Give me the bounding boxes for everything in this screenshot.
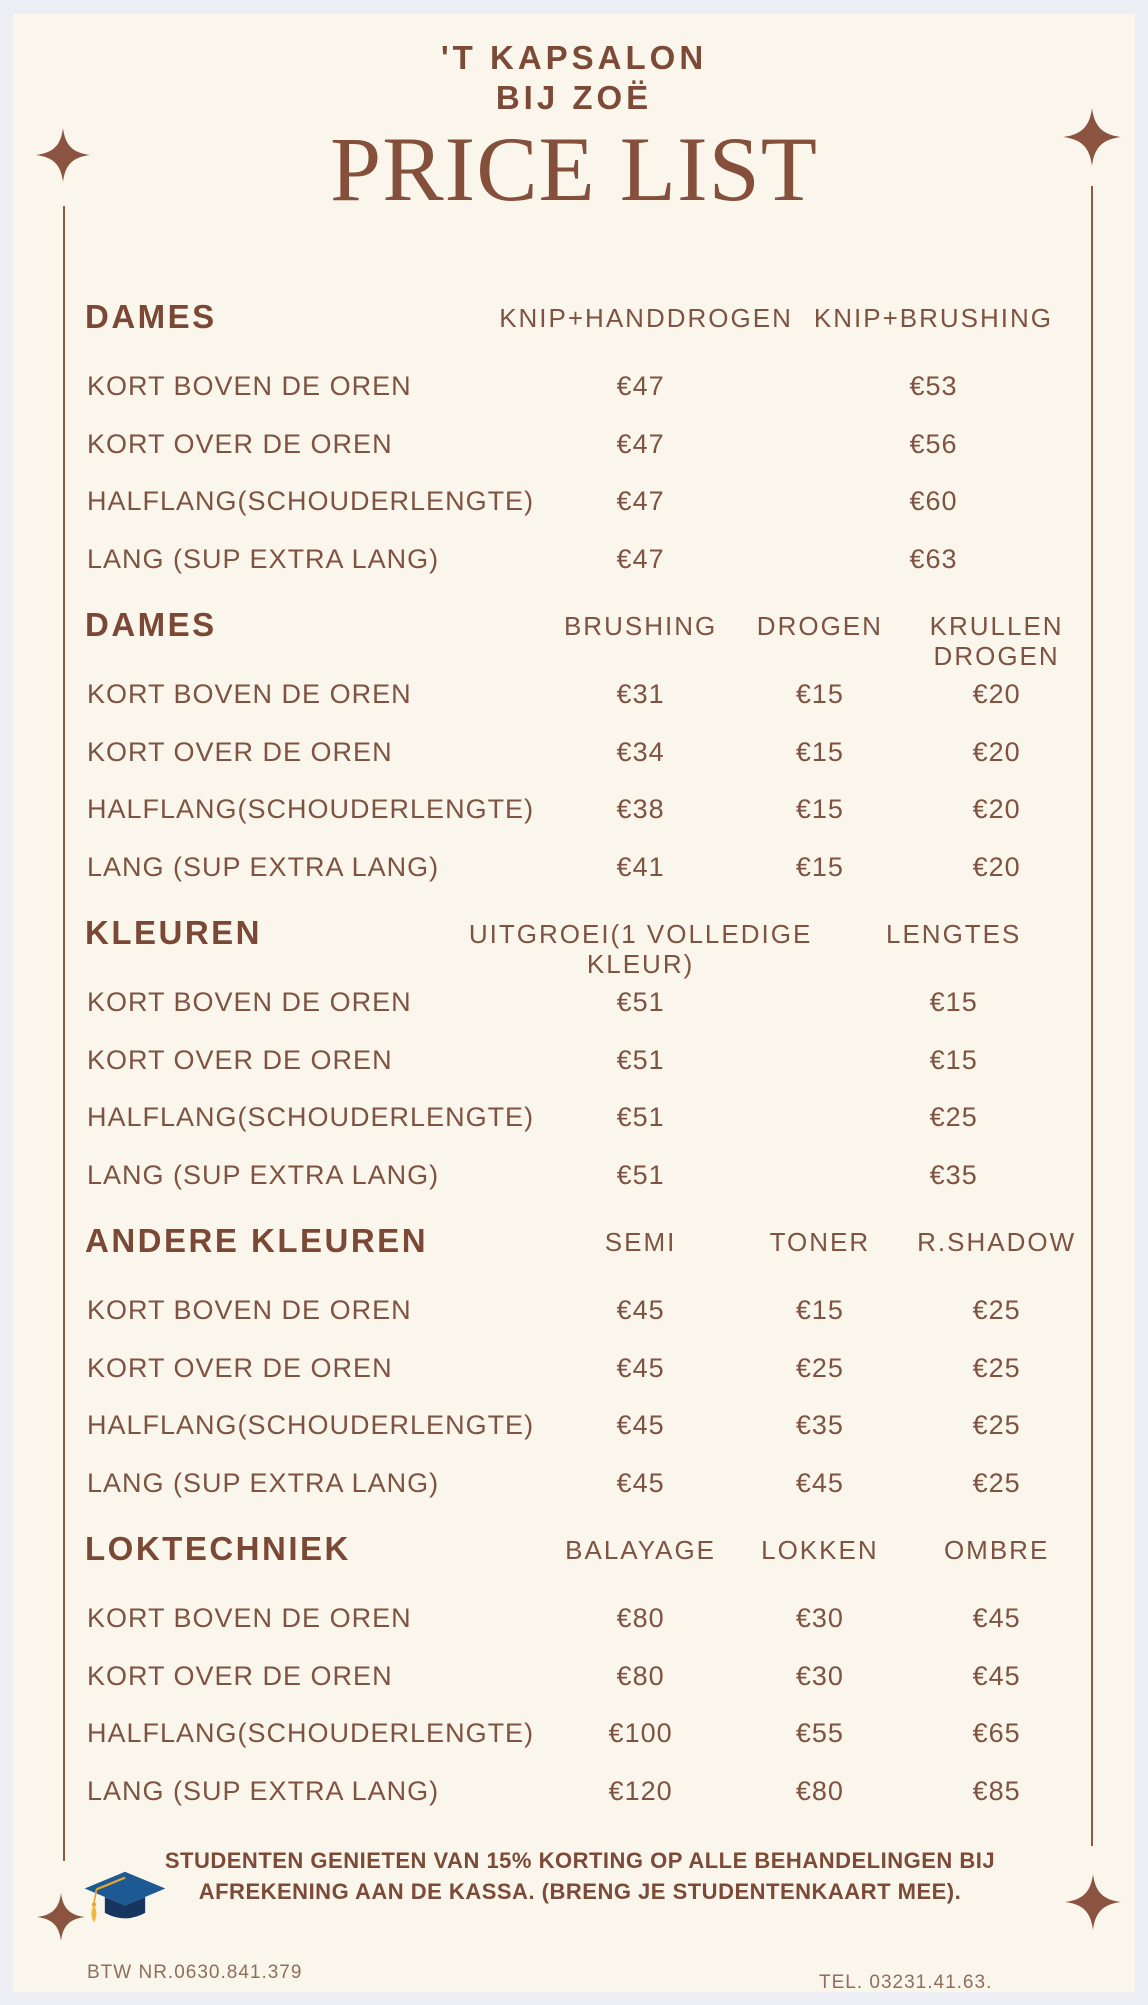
section-dames-knip [75, 300, 1085, 588]
service-label: KORT BOVEN DE OREN [87, 1603, 412, 1634]
service-price: €25 [972, 1295, 1021, 1326]
service-row [75, 1648, 1085, 1706]
service-row [75, 1763, 1085, 1821]
price-list-poster [13, 14, 1135, 1992]
column-header: KNIP+BRUSHING [813, 303, 1054, 333]
service-row [75, 531, 1085, 589]
service-price: €35 [795, 1410, 844, 1441]
service-price: €15 [929, 1044, 978, 1075]
service-label: HALFLANG(SCHOUDERLENGTE) [87, 1718, 535, 1749]
service-label: KORT OVER DE OREN [87, 1660, 393, 1691]
service-price: €47 [616, 486, 665, 517]
column-header: BRUSHING [563, 611, 718, 641]
service-row [75, 781, 1085, 839]
service-price: €45 [972, 1660, 1021, 1691]
service-price: €20 [972, 794, 1021, 825]
service-price: €51 [616, 1159, 665, 1190]
section-loktechniek [75, 1532, 1085, 1820]
column-header: TONER [769, 1227, 871, 1257]
service-price: €45 [616, 1352, 665, 1383]
service-label: KORT OVER DE OREN [87, 1352, 393, 1383]
service-price: €15 [795, 851, 844, 882]
service-row [75, 1705, 1085, 1763]
service-price: €20 [972, 851, 1021, 882]
service-row [75, 1282, 1085, 1340]
service-price: €41 [616, 851, 665, 882]
service-price: €31 [616, 679, 665, 710]
salon-name-line1: 'T KAPSALON [440, 39, 708, 76]
service-price: €25 [972, 1352, 1021, 1383]
service-price: €47 [616, 543, 665, 574]
service-label: LANG (SUP EXTRA LANG) [87, 543, 440, 574]
service-price: €53 [909, 371, 958, 402]
service-row [75, 1590, 1085, 1648]
service-price: €25 [972, 1410, 1021, 1441]
service-price: €15 [795, 679, 844, 710]
service-price: €38 [616, 794, 665, 825]
column-header: LENGTES [886, 919, 1022, 949]
service-label: KORT BOVEN DE OREN [87, 987, 412, 1018]
service-label: LANG (SUP EXTRA LANG) [87, 1159, 440, 1190]
service-price: €15 [795, 794, 844, 825]
column-header: DROGEN [756, 611, 883, 641]
service-price: €30 [795, 1660, 844, 1691]
service-row [75, 1032, 1085, 1090]
service-price: €25 [795, 1352, 844, 1383]
service-label: LANG (SUP EXTRA LANG) [87, 851, 440, 882]
column-header: OMBRE [943, 1535, 1050, 1565]
section-title: LOKTECHNIEK [85, 1530, 351, 1567]
vertical-line-right [1091, 186, 1093, 1846]
service-label: HALFLANG(SCHOUDERLENGTE) [87, 486, 535, 517]
service-row [75, 1089, 1085, 1147]
column-header: LOKKEN [761, 1535, 879, 1565]
column-header: R.SHADOW [917, 1227, 1077, 1257]
service-price: €45 [616, 1295, 665, 1326]
service-price: €47 [616, 428, 665, 459]
service-price: €63 [909, 543, 958, 574]
service-price: €35 [929, 1159, 978, 1190]
service-row [75, 974, 1085, 1032]
service-price: €20 [972, 679, 1021, 710]
service-price: €120 [608, 1775, 673, 1806]
section-dames-drogen [75, 608, 1085, 896]
section-title: ANDERE KLEUREN [85, 1222, 429, 1259]
service-row [75, 1340, 1085, 1398]
section-title: DAMES [85, 606, 217, 643]
footer-btw-number: BTW NR.0630.841.379 [87, 1962, 303, 1983]
column-header: BALAYAGE [565, 1535, 717, 1565]
service-price: €34 [616, 736, 665, 767]
service-price: €45 [795, 1467, 844, 1498]
price-menu [75, 300, 1085, 1820]
service-price: €45 [616, 1467, 665, 1498]
service-label: KORT BOVEN DE OREN [87, 1295, 412, 1326]
service-price: €80 [616, 1603, 665, 1634]
graduation-cap-icon [83, 1870, 167, 1934]
column-header: KRULLEN DROGEN [929, 611, 1064, 671]
service-price: €30 [795, 1603, 844, 1634]
page-title: PRICE LIST [330, 117, 818, 220]
service-label: KORT BOVEN DE OREN [87, 679, 412, 710]
service-price: €51 [616, 987, 665, 1018]
service-row [75, 416, 1085, 474]
column-header: KNIP+HANDDROGEN [499, 303, 793, 333]
section-andere-kleuren [75, 1224, 1085, 1512]
footer-telephone: TEL. 03231.41.63. [819, 1972, 993, 1993]
service-price: €15 [795, 736, 844, 767]
service-row [75, 666, 1085, 724]
student-note-line2: AFREKENING AAN DE KASSA. (BRENG JE STUDENTENKAART MEE). [198, 1878, 962, 1904]
column-header: SEMI [604, 1227, 677, 1257]
service-price: €45 [972, 1603, 1021, 1634]
section-title: DAMES [85, 298, 217, 335]
service-price: €45 [616, 1410, 665, 1441]
service-row [75, 1455, 1085, 1513]
service-price: €15 [929, 987, 978, 1018]
service-row [75, 1397, 1085, 1455]
service-price: €56 [909, 428, 958, 459]
column-header: UITGROEI(1 VOLLEDIGE KLEUR) [468, 919, 813, 979]
service-row [75, 473, 1085, 531]
service-price: €80 [795, 1775, 844, 1806]
service-price: €85 [972, 1775, 1021, 1806]
service-row [75, 724, 1085, 782]
service-price: €55 [795, 1718, 844, 1749]
service-price: €20 [972, 736, 1021, 767]
service-price: €25 [972, 1467, 1021, 1498]
service-price: €47 [616, 371, 665, 402]
service-price: €25 [929, 1102, 978, 1133]
service-label: KORT BOVEN DE OREN [87, 371, 412, 402]
service-label: KORT OVER DE OREN [87, 736, 393, 767]
service-row [75, 839, 1085, 897]
service-label: HALFLANG(SCHOUDERLENGTE) [87, 1410, 535, 1441]
service-price: €65 [972, 1718, 1021, 1749]
poster-header [13, 38, 1135, 220]
service-price: €60 [909, 486, 958, 517]
service-price: €100 [608, 1718, 673, 1749]
vertical-line-left [63, 206, 65, 1861]
service-label: LANG (SUP EXTRA LANG) [87, 1775, 440, 1806]
service-row [75, 358, 1085, 416]
service-label: HALFLANG(SCHOUDERLENGTE) [87, 794, 535, 825]
service-label: KORT OVER DE OREN [87, 1044, 393, 1075]
service-price: €80 [616, 1660, 665, 1691]
service-label: HALFLANG(SCHOUDERLENGTE) [87, 1102, 535, 1133]
service-price: €51 [616, 1044, 665, 1075]
section-title: KLEUREN [85, 914, 263, 951]
service-price: €51 [616, 1102, 665, 1133]
service-label: LANG (SUP EXTRA LANG) [87, 1467, 440, 1498]
section-kleuren [75, 916, 1085, 1204]
student-discount-note [75, 1846, 1085, 1908]
student-note-line1: STUDENTEN GENIETEN VAN 15% KORTING OP ALLE BEHANDELINGEN BIJ [164, 1848, 996, 1873]
service-price: €15 [795, 1295, 844, 1326]
service-label: KORT OVER DE OREN [87, 428, 393, 459]
service-row [75, 1147, 1085, 1205]
salon-name-line2: BIJ ZOË [495, 79, 653, 117]
